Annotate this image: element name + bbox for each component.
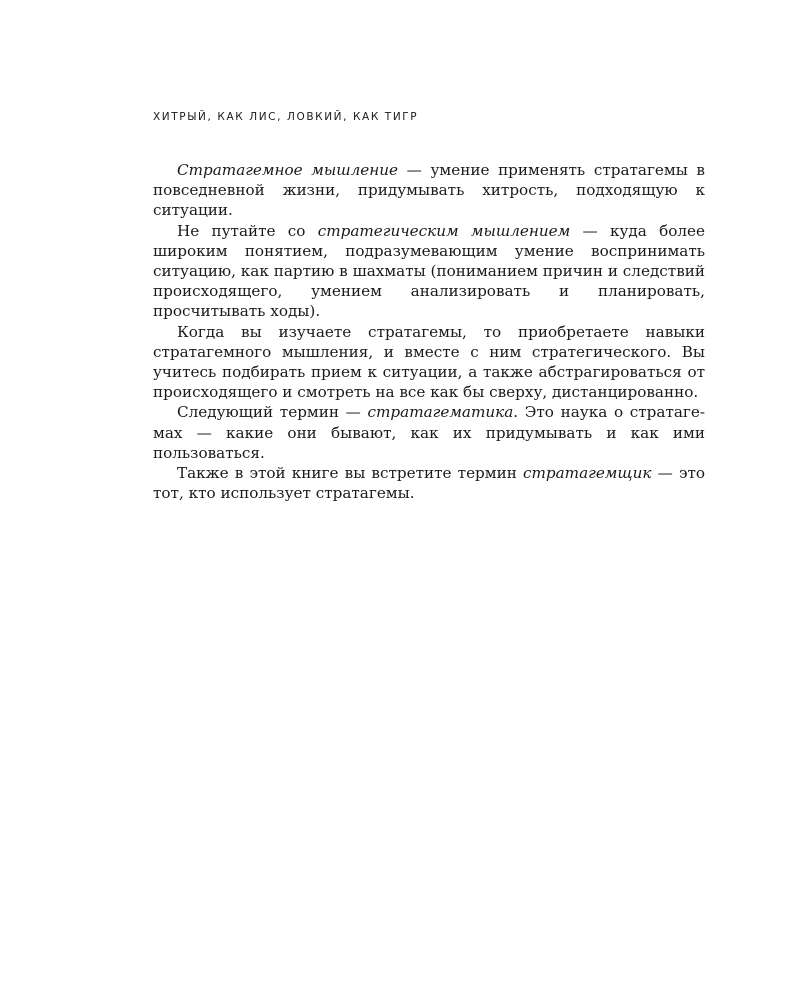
paragraph-4-text: . Это наука о стратагемах — какие они бывают, как их придумывать и как ими пользоваться.	[153, 403, 705, 462]
term-stratagematics: стратагематика	[367, 403, 514, 422]
body-text	[153, 160, 705, 503]
paragraph-4-lead: Следующий термин —	[177, 403, 368, 422]
paragraph-2-lead: Не путайте со	[177, 221, 318, 240]
running-head: ХИТРЫЙ, КАК ЛИС, ЛОВКИЙ, КАК ТИГР	[153, 111, 419, 123]
paragraph-5	[153, 463, 705, 503]
term-stratagemist: стратагемщик	[523, 464, 652, 483]
paragraph-4	[153, 402, 705, 463]
term-strategic-thinking: стратегическим мышлением	[317, 221, 571, 240]
paragraph-1	[153, 160, 705, 221]
paragraph-1-text: — умение применять стратагемы в повседневной жизни, придумывать хитрость, подходящую к ситуации.	[153, 161, 705, 220]
paragraph-5-lead: Также в этой книге вы встретите термин	[177, 464, 523, 483]
paragraph-3-text: Когда вы изучаете стратагемы, то приобретаете навыки стратагемного мышления, и вместе с ним стратегического. Вы учитесь подбирать прием к ситуации, а также абстрагироваться от происходящего и смотреть на все как бы сверху, дистанцированно.	[153, 322, 705, 402]
paragraph-2	[153, 221, 705, 322]
paragraph-2-text: — куда более широким понятием, подразумевающим умение воспринимать ситуацию, как партию в шахматы (пониманием причин и следствий происходящего, умением анализировать и планировать, просчитывать ходы).	[153, 221, 705, 321]
paragraph-5-text: — это тот, кто использует стратагемы.	[153, 464, 705, 503]
term-stratagem-thinking: Стратагемное мышление	[177, 161, 399, 179]
paragraph-3	[153, 322, 705, 403]
